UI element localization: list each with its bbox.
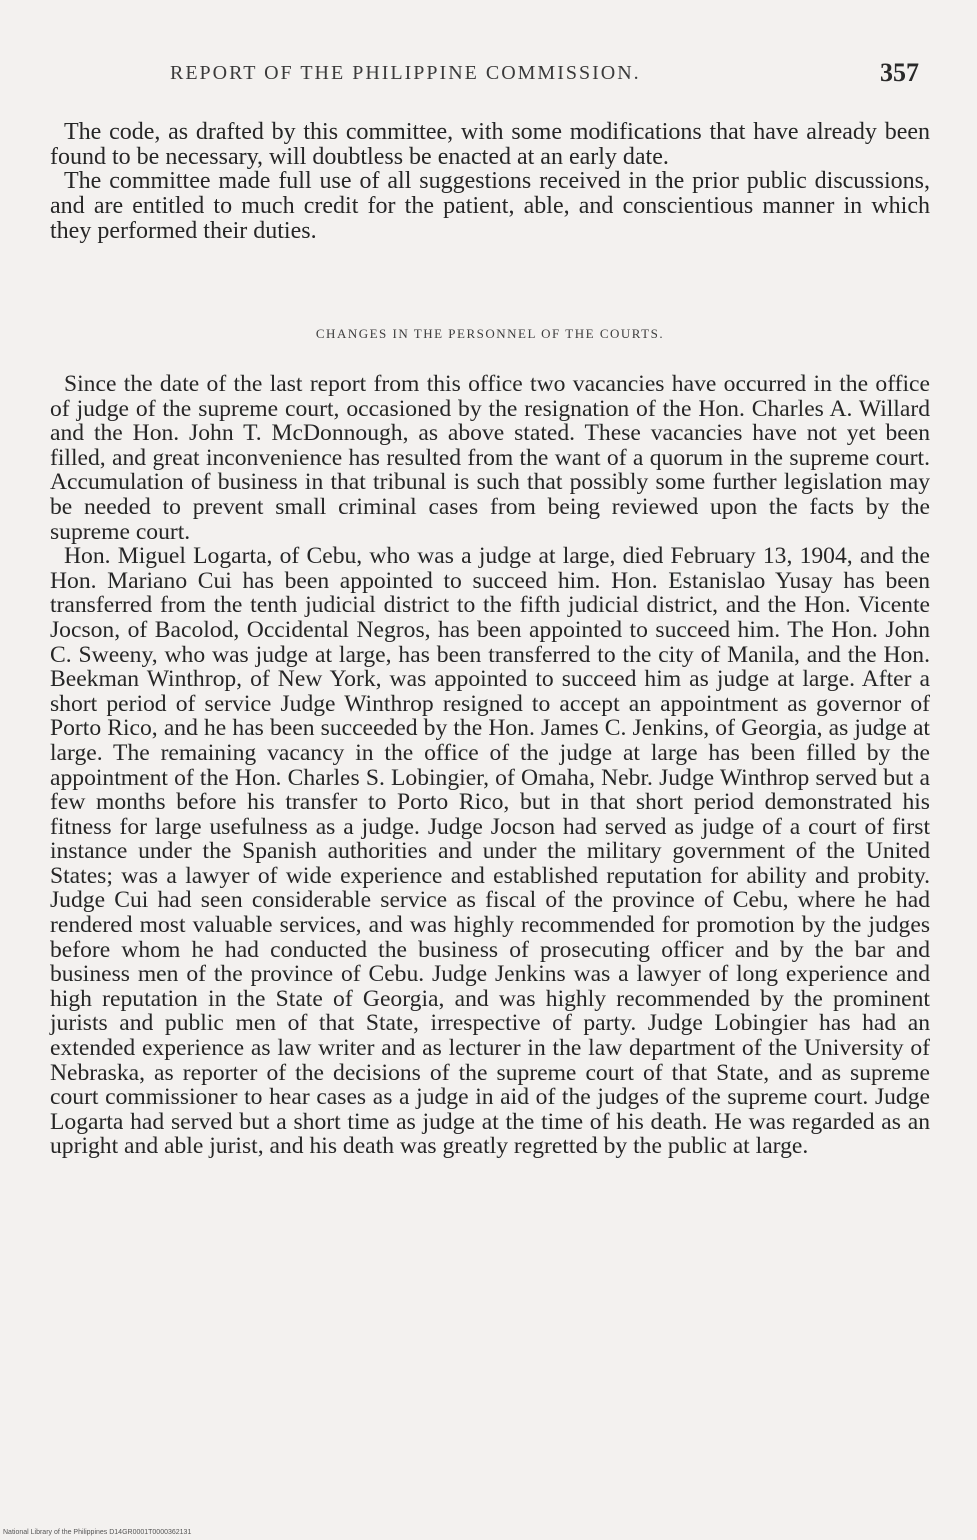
text-block-top bbox=[50, 120, 930, 244]
paragraph: Hon. Miguel Logarta, of Cebu, who was a judge at large, died February 13, 1904, and the Hon. Mariano Cui has been appointed to succeed him. Hon. Estanislao Yusay has been transferred from the tenth judicial district to the fifth judicial district, and the Hon. Vicente Jocson, of Bacolod, Occidental Negros, has been appointed to succeed him. The Hon. John C. Sweeny, who was judge at large, has been transferred to the city of Manila, and the Hon. Beekman Winthrop, of New York, was appointed to succeed him as judge at large. After a short period of service Judge Winthrop resigned to accept an appointment as governor of Porto Rico, and he has been succeeded by the Hon. James C. Jenkins, of Georgia, as judge at large. The remaining vacancy in the office of the judge at large has been filled by the appointment of the Hon. Charles S. Lobingier, of Omaha, Nebr. Judge Winthrop served but a few months before his transfer to Porto Rico, but in that short period demonstrated his fitness for large usefulness as a judge. Judge Jocson had served as judge of a court of first instance under the Spanish authorities and under the military government of the United States; was a lawyer of wide experience and established reputation for ability and probity. Judge Cui had seen considerable service as fiscal of the province of Cebu, where he had rendered most valuable services, and was highly recommended for promotion by the judges before whom he had conducted the business of prosecuting officer and by the bar and business men of the province of Cebu. Judge Jenkins was a lawyer of long experience and high reputation in the State of Georgia, and was highly recommended by the prominent jurists and public men of that State, irrespective of party. Judge Lobingier has had an extended experience as law writer and as lecturer in the law department of the University of Nebraska, as reporter of the decisions of the supreme court of that State, and as supreme court commissioner to hear cases as a judge in aid of the judges of the supreme court. Judge Logarta had served but a short time as judge at the time of his death. He was regarded as an upright and able jurist, and his death was greatly regretted by the public at large. bbox=[50, 543, 930, 1160]
paragraph: Since the date of the last report from this office two vacancies have occurred in the office of judge of the supreme court, occasioned by the resignation of the Hon. Charles A. Willard and the Hon. John T. McDonnough, as above stated. These vacancies have not yet been filled, and great inconvenience has resulted from the want of a quorum in the supreme court. Accumulation of business in that tribunal is such that possibly some further legislation may be needed to prevent small criminal cases from being reviewed upon the facts by the supreme court. bbox=[50, 371, 930, 545]
paragraph: The code, as drafted by this committee, with some modifications that have already been found to be necessary, will doubtless be enacted at an early date. bbox=[50, 119, 930, 170]
section-heading: CHANGES IN THE PERSONNEL OF THE COURTS. bbox=[315, 326, 665, 341]
page-number: 357 bbox=[880, 58, 919, 87]
library-credit: National Library of the Philippines D14GR0001T0000362131 bbox=[3, 1529, 192, 1536]
running-title: REPORT OF THE PHILIPPINE COMMISSION. bbox=[170, 62, 641, 84]
text-block-main bbox=[50, 372, 930, 1159]
paragraph: The committee made full use of all suggestions received in the prior public discussions, and are entitled to much credit for the patient, able, and conscientious manner in which they performed their duties. bbox=[50, 168, 930, 244]
